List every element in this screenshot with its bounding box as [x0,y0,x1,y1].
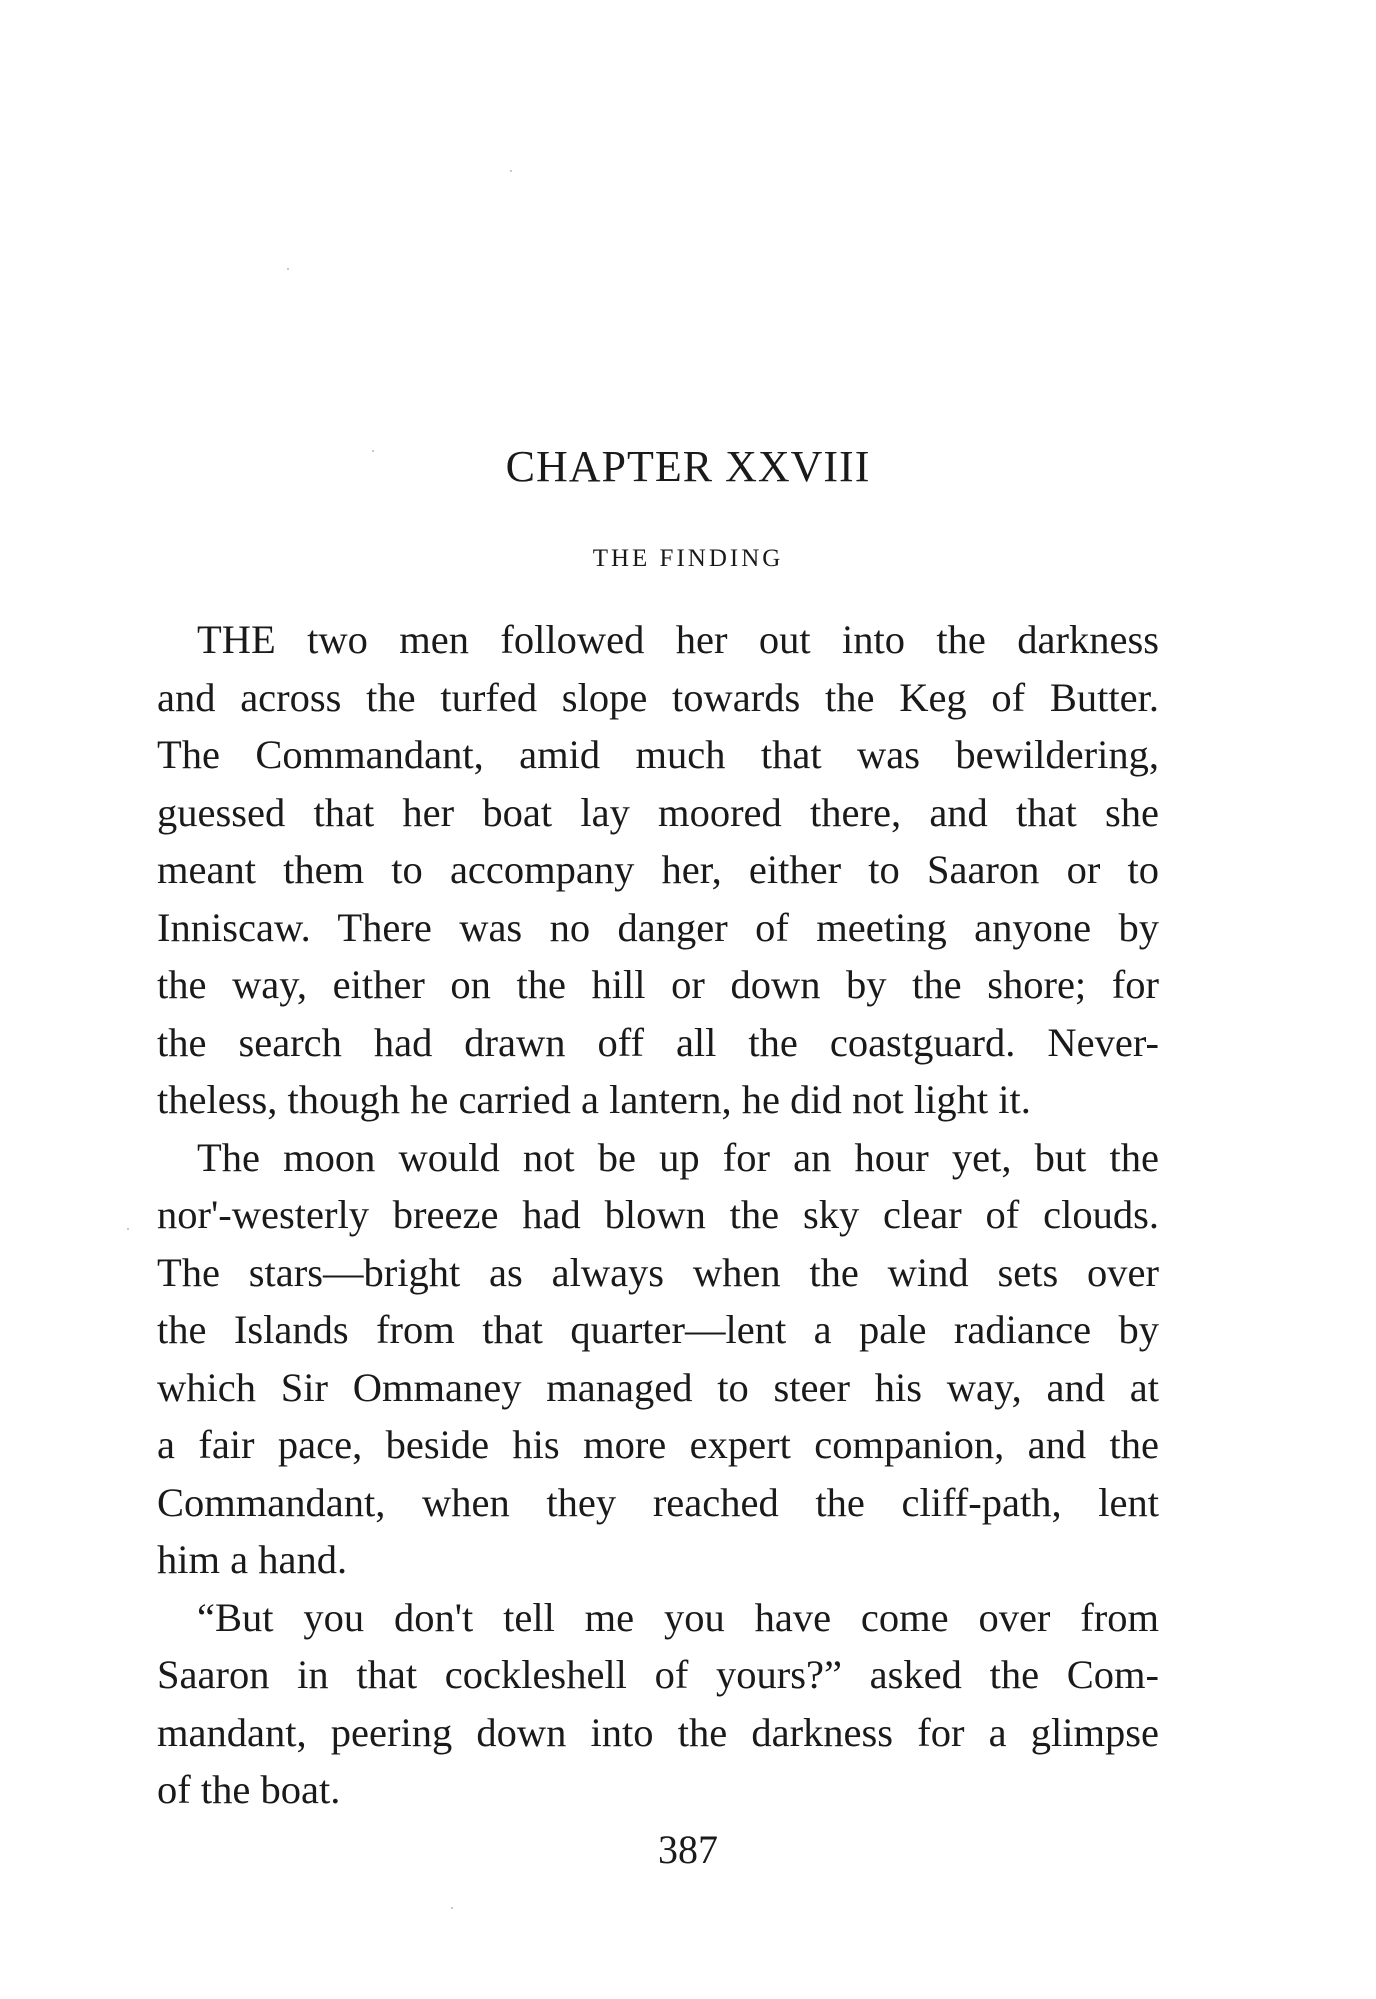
text-line: “But you don't tell me you have come over from [197,1594,1159,1640]
text-line: of the boat. [157,1767,341,1812]
text-line: mandant, peering down into the darkness for a glimpse [157,1709,1159,1755]
paper-speck [510,170,512,172]
text-line: the way, either on the hill or down by the shore; for [157,962,1159,1007]
chapter-heading: CHAPTER XXVIII [505,442,871,491]
text-line: Saaron in that cockleshell of yours?” asked the Com- [157,1652,1159,1697]
text-line: the Islands from that quarter—lent a pale radiance by [157,1307,1159,1352]
text-line: him a hand. [157,1537,348,1582]
paper-speck [372,450,374,452]
text-line: The stars—bright as always when the wind sets over [157,1249,1159,1295]
text-line: The moon would not be up for an hour yet, but the [197,1134,1159,1180]
text-line: Commandant, when they reached the cliff-path, lent [157,1479,1159,1525]
text-line: a fair pace, beside his more expert companion, and the [157,1422,1159,1467]
paper-speck [287,268,289,270]
paper-speck [451,1907,453,1909]
text-line: guessed that her boat lay moored there, and that she [157,789,1159,835]
body-text [157,611,1159,1819]
text-line: theless, though he carried a lantern, he did not light it. [157,1077,1031,1122]
text-line: the search had drawn off all the coastguard. Never- [157,1019,1159,1065]
text-line: and across the turfed slope towards the Keg of Butter. [157,674,1159,720]
text-line: Inniscaw. There was no danger of meeting anyone by [157,904,1159,950]
paper-speck [127,1228,129,1230]
text-line: meant them to accompany her, either to Saaron or to [157,847,1159,892]
text-line: nor'-westerly breeze had blown the sky clear of clouds. [157,1192,1159,1237]
page-number: 387 [658,1827,718,1872]
text-line: which Sir Ommaney managed to steer his way, and at [157,1364,1159,1410]
text-line: The Commandant, amid much that was bewildering, [157,732,1159,777]
text-line: THE two men followed her out into the darkness [197,617,1159,662]
chapter-title: THE FINDING [592,545,784,572]
